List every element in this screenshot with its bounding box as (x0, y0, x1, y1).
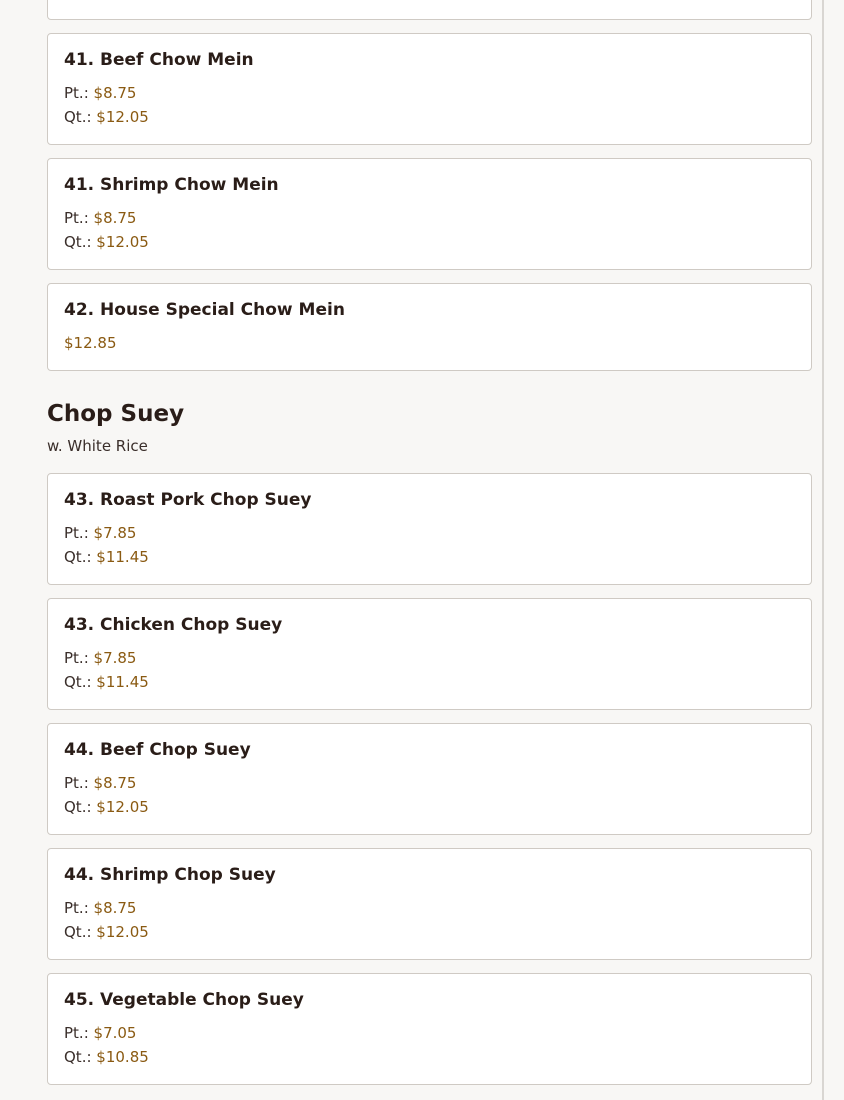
quart-price: $11.45 (96, 548, 149, 566)
menu-item-name: 42. House Special Chow Mein (64, 300, 345, 320)
pint-price-row (64, 1021, 795, 1045)
menu-item-card[interactable] (47, 158, 812, 270)
menu-item-prices (64, 646, 795, 694)
pint-label: Pt.: (64, 649, 89, 667)
pint-price: $8.75 (93, 209, 137, 227)
menu-item-card[interactable] (47, 473, 812, 585)
quart-price-row (64, 105, 795, 129)
menu-item-prices (64, 81, 795, 129)
quart-price: $12.05 (96, 798, 149, 816)
pint-label: Pt.: (64, 1024, 89, 1042)
menu-content (47, 0, 812, 1098)
pint-price-row (64, 81, 795, 105)
pint-price: $7.85 (93, 649, 137, 667)
quart-label: Qt.: (64, 548, 92, 566)
pint-price-row (64, 771, 795, 795)
pint-price-row (64, 646, 795, 670)
menu-item-name: 45. Vegetable Chop Suey (64, 990, 304, 1010)
quart-label: Qt.: (64, 1048, 92, 1066)
menu-item-card[interactable] (47, 598, 812, 710)
pint-price-row (64, 521, 795, 545)
quart-price: $12.05 (96, 108, 149, 126)
quart-label: Qt.: (64, 108, 92, 126)
quart-price: $12.05 (96, 923, 149, 941)
quart-price-row (64, 230, 795, 254)
pint-price: $8.75 (93, 774, 137, 792)
section-subtitle: w. White Rice (47, 437, 148, 455)
quart-price-row (64, 920, 795, 944)
quart-price: $12.05 (96, 233, 149, 251)
single-price-row (64, 331, 795, 355)
menu-item-name: 44. Beef Chop Suey (64, 740, 251, 760)
quart-price: $11.45 (96, 673, 149, 691)
quart-price-row (64, 545, 795, 569)
menu-item-name: 41. Beef Chow Mein (64, 50, 254, 70)
menu-item-card[interactable] (47, 848, 812, 960)
menu-item-prices (64, 896, 795, 944)
menu-item-card-partial[interactable] (47, 0, 812, 20)
quart-label: Qt.: (64, 233, 92, 251)
pint-label: Pt.: (64, 899, 89, 917)
page-scroll-edge (822, 0, 824, 1100)
menu-item-prices (64, 771, 795, 819)
quart-label: Qt.: (64, 673, 92, 691)
menu-item-name: 43. Chicken Chop Suey (64, 615, 283, 635)
pint-price: $7.05 (93, 1024, 137, 1042)
pint-label: Pt.: (64, 524, 89, 542)
pint-label: Pt.: (64, 774, 89, 792)
quart-label: Qt.: (64, 798, 92, 816)
pint-label: Pt.: (64, 84, 89, 102)
menu-item-prices (64, 1021, 795, 1069)
menu-item-name: 43. Roast Pork Chop Suey (64, 490, 312, 510)
pint-label: Pt.: (64, 209, 89, 227)
menu-item-name: 44. Shrimp Chop Suey (64, 865, 276, 885)
menu-item-card[interactable] (47, 973, 812, 1085)
pint-price: $7.85 (93, 524, 137, 542)
chop-suey-section-header (47, 398, 812, 456)
quart-price-row (64, 1045, 795, 1069)
menu-item-card[interactable] (47, 723, 812, 835)
menu-item-card[interactable] (47, 33, 812, 145)
pint-price-row (64, 896, 795, 920)
menu-item-card[interactable] (47, 283, 812, 371)
menu-item-prices (64, 521, 795, 569)
quart-price-row (64, 795, 795, 819)
quart-label: Qt.: (64, 923, 92, 941)
pint-price: $8.75 (93, 899, 137, 917)
item-price: $12.85 (64, 334, 117, 352)
section-title: Chop Suey (47, 401, 185, 427)
pint-price: $8.75 (93, 84, 137, 102)
menu-item-name: 41. Shrimp Chow Mein (64, 175, 279, 195)
menu-item-prices (64, 331, 795, 355)
menu-item-prices (64, 206, 795, 254)
pint-price-row (64, 206, 795, 230)
quart-price-row (64, 670, 795, 694)
quart-price: $10.85 (96, 1048, 149, 1066)
